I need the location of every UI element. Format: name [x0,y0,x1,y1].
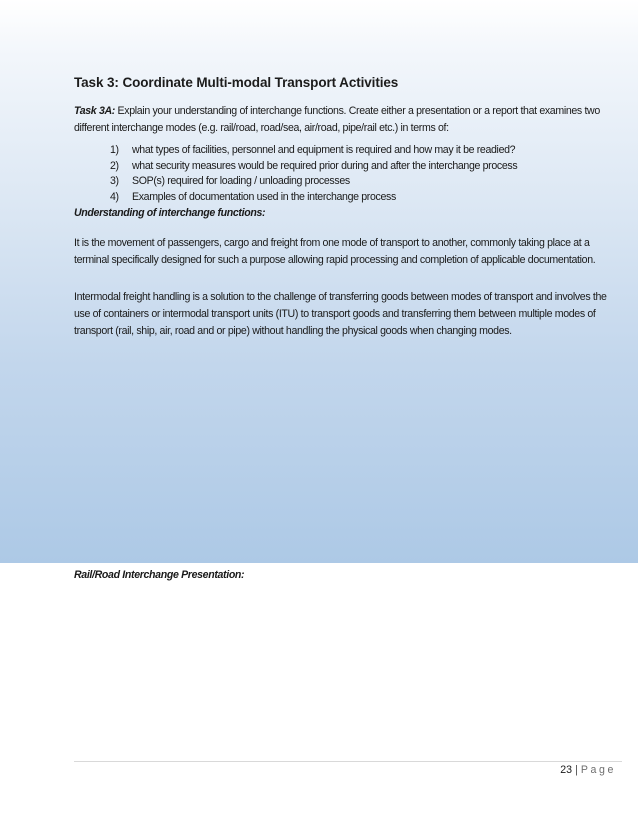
list-item [110,174,517,190]
list-number: 2) [110,159,119,172]
understanding-paragraph-1: It is the movement of passengers, cargo and freight from one mode of transport to another, commonly taking place at a terminal specifically designed for such a purpose allowing rapid processing and completion of applicable documentation. [74,237,596,266]
footer-separator: | [575,764,578,776]
list-number: 4) [110,190,119,203]
task-instructions-text: Explain your understanding of interchange functions. Create either a presentation or a report that examines two different interchange modes (e.g. rail/road, road/sea, air/road, pipe/rail etc.) in terms of: [74,105,600,134]
list-number: 3) [110,175,119,187]
list-item-text: what security measures would be required prior during and after the interchange process [132,159,518,172]
page-number: 23 [560,764,573,776]
page-footer [560,764,616,776]
list-item-text: Examples of documentation used in the interchange process [132,190,396,203]
presentation-heading: Rail/Road Interchange Presentation: [74,569,245,581]
understanding-heading: Understanding of interchange functions: [74,207,266,219]
list-item [110,143,517,159]
footer-divider [74,761,622,762]
list-number: 1) [110,144,119,156]
list-item [110,159,517,175]
list-item-text: what types of facilities, personnel and equipment is required and how may it be readied? [132,144,516,156]
list-item-text: SOP(s) required for loading / unloading processes [132,175,350,187]
page-label: Page [580,764,616,776]
list-item [110,190,517,206]
question-list [110,143,517,205]
task-instructions [74,103,622,137]
understanding-paragraph-2: Intermodal freight handling is a solution to the challenge of transferring goods between modes of transport and involves the use of containers or intermodal transport units (ITU) to transport goods and transferring them between multiple modes of transport (rail, ship, air, road and or pipe) without handling the physical goods when changing modes. [74,291,607,337]
task-lead-label: Task 3A: [74,105,115,117]
task-title: Task 3: Coordinate Multi-modal Transport Activities [74,75,399,90]
